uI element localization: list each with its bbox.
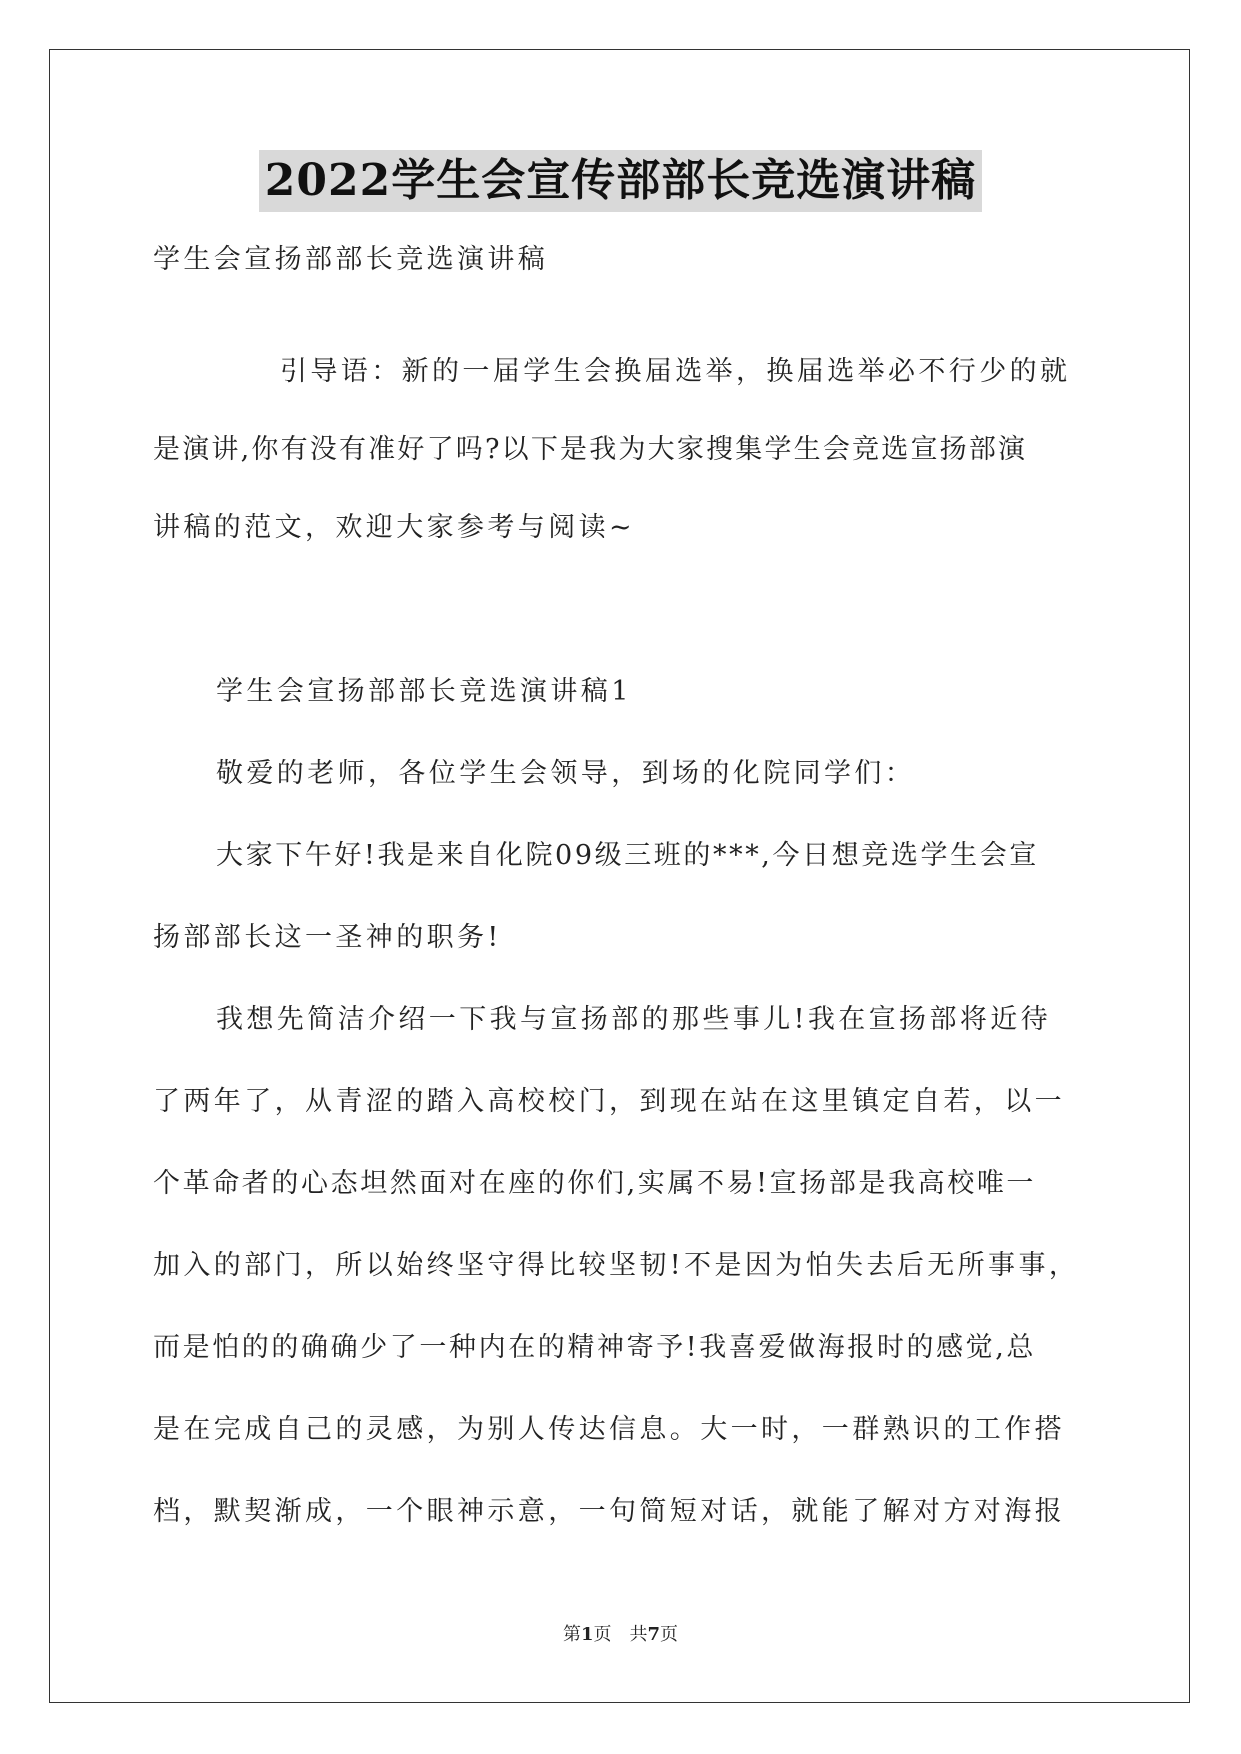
- page-border: [49, 49, 1190, 1703]
- section-heading: 学生会宣扬部部长竞选演讲稿1: [216, 676, 632, 707]
- intro-line-1: 引导语：新的一届学生会换届选举，换届选举必不行少的就: [280, 356, 1071, 387]
- para2-line-5: 而是怕的的确确少了一种内在的精神寄予!我喜爱做海报时的感觉,总: [153, 1332, 1037, 1363]
- intro-line-3: 讲稿的范文，欢迎大家参考与阅读~: [153, 512, 636, 543]
- para2-line-4: 加入的部门，所以始终坚守得比较坚韧!不是因为怕失去后无所事事，: [153, 1250, 1080, 1281]
- subtitle: 学生会宣扬部部长竞选演讲稿: [153, 244, 549, 275]
- page-mid: 页 共: [593, 1624, 648, 1645]
- page-suffix: 页: [660, 1624, 679, 1645]
- document-title: 2022学生会宣传部部长竞选演讲稿: [259, 150, 982, 212]
- title-container: [0, 150, 1241, 212]
- intro-line-2: 是演讲,你有没有准好了吗?以下是我为大家搜集学生会竞选宣扬部演: [153, 434, 1028, 465]
- page-current: 1: [580, 1624, 594, 1645]
- para2-line-1: 我想先简洁介绍一下我与宣扬部的那些事儿!我在宣扬部将近待: [216, 1004, 1052, 1035]
- para2-line-6: 是在完成自己的灵感，为别人传达信息。大一时，一群熟识的工作搭: [153, 1414, 1065, 1445]
- page-number: [0, 1623, 1241, 1647]
- para1-line-2: 扬部部长这一圣神的职务!: [153, 922, 502, 953]
- para2-line-2: 了两年了，从青涩的踏入高校校门，到现在站在这里镇定自若，以一: [153, 1086, 1065, 1117]
- greeting: 敬爱的老师，各位学生会领导，到场的化院同学们：: [216, 758, 916, 789]
- para1-line-1: 大家下午好!我是来自化院09级三班的***,今日想竞选学生会宣: [216, 840, 1039, 871]
- page-prefix: 第: [562, 1624, 581, 1645]
- para2-line-3: 个革命者的心态坦然面对在座的你们,实属不易!宣扬部是我高校唯一: [153, 1168, 1037, 1199]
- page-total: 7: [647, 1624, 661, 1645]
- para2-line-7: 档，默契渐成，一个眼神示意，一句简短对话，就能了解对方对海报: [153, 1496, 1065, 1527]
